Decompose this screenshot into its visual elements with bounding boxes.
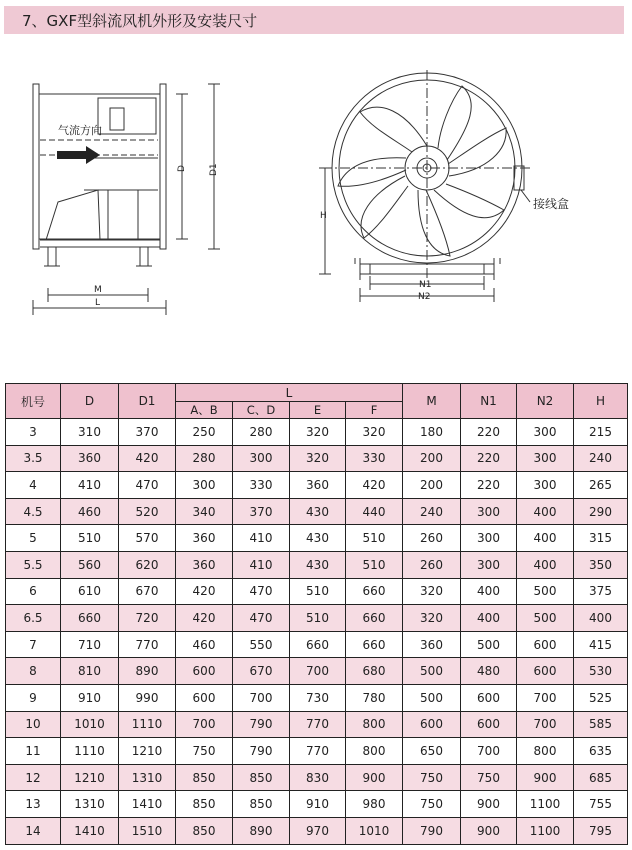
table-cell: 360 <box>403 631 461 658</box>
table-cell: 440 <box>346 498 403 525</box>
table-cell: 1210 <box>61 764 119 791</box>
table-cell: 400 <box>461 578 517 605</box>
table-cell: 1110 <box>119 711 176 738</box>
d-label: D <box>177 165 187 172</box>
table-cell: 525 <box>574 684 628 711</box>
table-cell: 200 <box>403 445 461 472</box>
table-cell: 510 <box>61 525 119 552</box>
table-cell: 14 <box>6 817 61 844</box>
table-cell: 660 <box>346 631 403 658</box>
table-cell: 220 <box>461 445 517 472</box>
table-cell: 660 <box>346 605 403 632</box>
table-cell: 700 <box>461 738 517 765</box>
table-cell: 330 <box>233 472 290 499</box>
table-cell: 430 <box>290 498 346 525</box>
table-cell: 420 <box>346 472 403 499</box>
table-cell: 680 <box>346 658 403 685</box>
table-cell: 1310 <box>61 791 119 818</box>
table-cell: 300 <box>517 472 574 499</box>
table-cell: 340 <box>176 498 233 525</box>
table-cell: 360 <box>61 445 119 472</box>
table-cell: 530 <box>574 658 628 685</box>
table-cell: 900 <box>461 817 517 844</box>
table-cell: 400 <box>517 551 574 578</box>
table-cell: 670 <box>233 658 290 685</box>
table-cell: 3 <box>6 419 61 446</box>
table-cell: 850 <box>233 791 290 818</box>
table-cell: 200 <box>403 472 461 499</box>
table-cell: 980 <box>346 791 403 818</box>
table-cell: 750 <box>461 764 517 791</box>
table-cell: 900 <box>346 764 403 791</box>
table-cell: 570 <box>119 525 176 552</box>
table-cell: 260 <box>403 525 461 552</box>
table-cell: 280 <box>233 419 290 446</box>
l-label: L <box>95 298 101 308</box>
table-row <box>6 551 628 578</box>
table-cell: 770 <box>119 631 176 658</box>
table-cell: 1010 <box>346 817 403 844</box>
table-cell: 375 <box>574 578 628 605</box>
table-cell: 770 <box>290 711 346 738</box>
n2-label: N2 <box>418 292 431 302</box>
table-cell: 600 <box>517 631 574 658</box>
table-cell: 830 <box>290 764 346 791</box>
table-cell: 890 <box>119 658 176 685</box>
subheader-ab: A、B <box>176 402 233 419</box>
table-cell: 510 <box>346 551 403 578</box>
table-cell: 1310 <box>119 764 176 791</box>
table-row <box>6 791 628 818</box>
dimension-table <box>5 383 628 845</box>
table-cell: 600 <box>176 658 233 685</box>
table-cell: 330 <box>346 445 403 472</box>
table-row <box>6 817 628 844</box>
table-cell: 610 <box>61 578 119 605</box>
table-row <box>6 525 628 552</box>
table-cell: 240 <box>574 445 628 472</box>
header-model: 机号 <box>6 384 61 419</box>
table-cell: 850 <box>176 764 233 791</box>
table-cell: 415 <box>574 631 628 658</box>
table-cell: 13 <box>6 791 61 818</box>
subheader-cd: C、D <box>233 402 290 419</box>
table-cell: 420 <box>119 445 176 472</box>
table-cell: 400 <box>517 498 574 525</box>
table-row <box>6 764 628 791</box>
table-cell: 1100 <box>517 817 574 844</box>
table-cell: 11 <box>6 738 61 765</box>
table-cell: 460 <box>176 631 233 658</box>
table-cell: 900 <box>461 791 517 818</box>
table-cell: 430 <box>290 551 346 578</box>
table-row <box>6 498 628 525</box>
table-row <box>6 631 628 658</box>
table-cell: 10 <box>6 711 61 738</box>
table-cell: 420 <box>176 605 233 632</box>
table-row <box>6 472 628 499</box>
table-cell: 600 <box>461 684 517 711</box>
table-cell: 3.5 <box>6 445 61 472</box>
table-cell: 510 <box>346 525 403 552</box>
table-cell: 350 <box>574 551 628 578</box>
table-cell: 730 <box>290 684 346 711</box>
table-cell: 250 <box>176 419 233 446</box>
table-cell: 850 <box>233 764 290 791</box>
table-cell: 410 <box>233 525 290 552</box>
table-cell: 410 <box>233 551 290 578</box>
table-cell: 360 <box>176 551 233 578</box>
table-row <box>6 419 628 446</box>
header-l: L <box>176 384 403 402</box>
h-label: H <box>320 211 327 221</box>
table-cell: 650 <box>403 738 461 765</box>
table-cell: 800 <box>517 738 574 765</box>
table-row <box>6 738 628 765</box>
table-cell: 600 <box>517 658 574 685</box>
n1-label: N1 <box>419 280 432 290</box>
table-cell: 850 <box>176 791 233 818</box>
table-cell: 790 <box>403 817 461 844</box>
table-cell: 300 <box>461 525 517 552</box>
table-cell: 400 <box>574 605 628 632</box>
table-cell: 1410 <box>61 817 119 844</box>
front-view-drawing <box>319 70 530 302</box>
table-cell: 4.5 <box>6 498 61 525</box>
table-cell: 500 <box>461 631 517 658</box>
table-cell: 1100 <box>517 791 574 818</box>
table-cell: 300 <box>461 551 517 578</box>
table-cell: 6 <box>6 578 61 605</box>
table-cell: 315 <box>574 525 628 552</box>
table-cell: 470 <box>119 472 176 499</box>
table-cell: 600 <box>461 711 517 738</box>
table-cell: 790 <box>233 738 290 765</box>
airflow-label: 气流方向 <box>58 124 102 137</box>
table-cell: 750 <box>403 764 461 791</box>
table-cell: 300 <box>461 498 517 525</box>
table-cell: 620 <box>119 551 176 578</box>
table-cell: 320 <box>346 419 403 446</box>
table-cell: 810 <box>61 658 119 685</box>
table-cell: 850 <box>176 817 233 844</box>
table-cell: 4 <box>6 472 61 499</box>
table-cell: 470 <box>233 605 290 632</box>
table-cell: 5 <box>6 525 61 552</box>
table-cell: 600 <box>403 711 461 738</box>
table-cell: 510 <box>290 605 346 632</box>
table-cell: 460 <box>61 498 119 525</box>
table-cell: 890 <box>233 817 290 844</box>
section-title-bar <box>4 6 624 34</box>
table-cell: 685 <box>574 764 628 791</box>
table-cell: 300 <box>176 472 233 499</box>
side-view-drawing <box>33 84 220 315</box>
header-m: M <box>403 384 461 419</box>
table-cell: 700 <box>176 711 233 738</box>
table-cell: 600 <box>176 684 233 711</box>
table-cell: 770 <box>290 738 346 765</box>
table-cell: 1510 <box>119 817 176 844</box>
header-n2: N2 <box>517 384 574 419</box>
table-cell: 320 <box>403 578 461 605</box>
table-cell: 370 <box>233 498 290 525</box>
fan-dimension-drawing <box>0 40 632 330</box>
table-cell: 720 <box>119 605 176 632</box>
table-cell: 180 <box>403 419 461 446</box>
table-cell: 370 <box>119 419 176 446</box>
table-cell: 320 <box>403 605 461 632</box>
table-row <box>6 605 628 632</box>
table-cell: 6.5 <box>6 605 61 632</box>
table-cell: 410 <box>61 472 119 499</box>
table-cell: 300 <box>233 445 290 472</box>
header-h: H <box>574 384 628 419</box>
table-cell: 550 <box>233 631 290 658</box>
table-cell: 430 <box>290 525 346 552</box>
table-cell: 780 <box>346 684 403 711</box>
table-cell: 310 <box>61 419 119 446</box>
section-title: 7、GXF型斜流风机外形及安装尺寸 <box>22 11 258 30</box>
table-cell: 910 <box>61 684 119 711</box>
subheader-e: E <box>290 402 346 419</box>
table-cell: 750 <box>176 738 233 765</box>
table-row <box>6 445 628 472</box>
table-cell: 660 <box>290 631 346 658</box>
table-cell: 710 <box>61 631 119 658</box>
table-cell: 700 <box>290 658 346 685</box>
table-cell: 635 <box>574 738 628 765</box>
table-cell: 1010 <box>61 711 119 738</box>
table-cell: 220 <box>461 472 517 499</box>
table-cell: 500 <box>403 684 461 711</box>
table-cell: 990 <box>119 684 176 711</box>
table-cell: 360 <box>176 525 233 552</box>
table-cell: 8 <box>6 658 61 685</box>
table-cell: 790 <box>233 711 290 738</box>
table-cell: 560 <box>61 551 119 578</box>
table-body <box>6 419 628 845</box>
table-cell: 320 <box>290 419 346 446</box>
table-cell: 510 <box>290 578 346 605</box>
d1-label: D1 <box>209 163 219 176</box>
junction-box-label: 接线盒 <box>533 197 570 211</box>
table-cell: 1110 <box>61 738 119 765</box>
table-cell: 320 <box>290 445 346 472</box>
table-cell: 290 <box>574 498 628 525</box>
table-cell: 480 <box>461 658 517 685</box>
table-cell: 910 <box>290 791 346 818</box>
table-cell: 750 <box>403 791 461 818</box>
table-cell: 215 <box>574 419 628 446</box>
table-cell: 670 <box>119 578 176 605</box>
table-row <box>6 658 628 685</box>
table-cell: 9 <box>6 684 61 711</box>
table-cell: 360 <box>290 472 346 499</box>
table-row <box>6 684 628 711</box>
table-cell: 470 <box>233 578 290 605</box>
table-cell: 420 <box>176 578 233 605</box>
table-cell: 800 <box>346 738 403 765</box>
table-cell: 7 <box>6 631 61 658</box>
header-d: D <box>61 384 119 419</box>
table-cell: 500 <box>517 578 574 605</box>
table-cell: 240 <box>403 498 461 525</box>
header-n1: N1 <box>461 384 517 419</box>
table-cell: 300 <box>517 445 574 472</box>
table-cell: 795 <box>574 817 628 844</box>
table-cell: 12 <box>6 764 61 791</box>
subheader-f: F <box>346 402 403 419</box>
table-cell: 260 <box>403 551 461 578</box>
table-cell: 755 <box>574 791 628 818</box>
table-cell: 1210 <box>119 738 176 765</box>
table-cell: 700 <box>517 711 574 738</box>
table-row <box>6 578 628 605</box>
table-cell: 500 <box>403 658 461 685</box>
table-cell: 800 <box>346 711 403 738</box>
m-label: M <box>94 285 102 295</box>
table-cell: 900 <box>517 764 574 791</box>
table-cell: 400 <box>517 525 574 552</box>
table-cell: 660 <box>61 605 119 632</box>
table-cell: 585 <box>574 711 628 738</box>
table-cell: 300 <box>517 419 574 446</box>
table-cell: 5.5 <box>6 551 61 578</box>
table-cell: 970 <box>290 817 346 844</box>
table-row <box>6 711 628 738</box>
header-d1: D1 <box>119 384 176 419</box>
table-cell: 265 <box>574 472 628 499</box>
table-cell: 660 <box>346 578 403 605</box>
table-cell: 280 <box>176 445 233 472</box>
table-cell: 500 <box>517 605 574 632</box>
table-cell: 520 <box>119 498 176 525</box>
table-cell: 700 <box>233 684 290 711</box>
table-cell: 220 <box>461 419 517 446</box>
table-cell: 400 <box>461 605 517 632</box>
table-cell: 1410 <box>119 791 176 818</box>
table-cell: 700 <box>517 684 574 711</box>
